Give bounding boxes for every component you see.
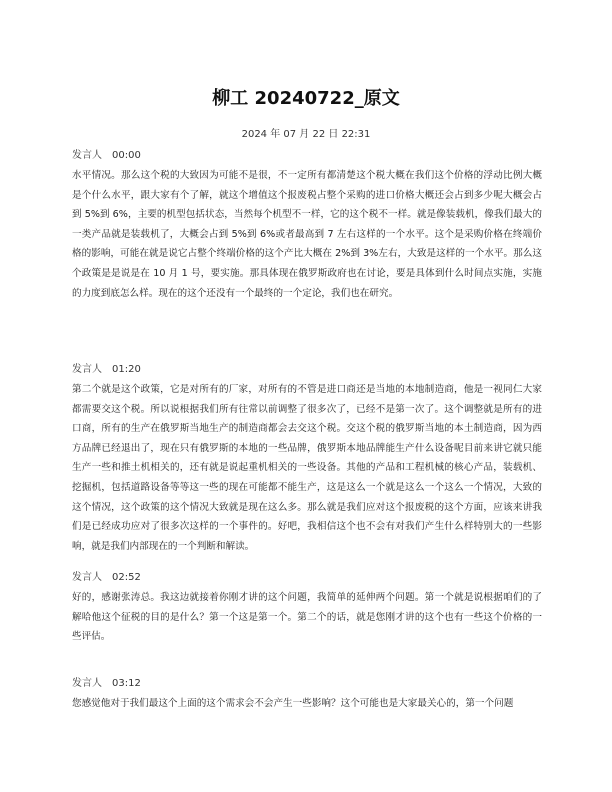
speaker-timestamp: 02:52: [112, 572, 141, 583]
speaker-label: 发言人: [72, 678, 102, 689]
speaker-line: [72, 571, 542, 585]
speaker-label: 发言人: [72, 364, 102, 375]
transcript-section: [72, 363, 542, 556]
speaker-timestamp: 03:12: [112, 678, 141, 689]
speaker-timestamp: 01:20: [112, 364, 141, 375]
speaker-timestamp: 00:00: [112, 150, 141, 161]
transcript-paragraph: 水平情况。那么这个税的大致因为可能不是很，不一定所有都清楚这个税大概在我们这个价格的浮动比例大概是个什么水平，跟大家有个了解，就这个增值这个报废税占整个采购的进口价格大概还会占到多少呢大概会占到 5%到 6%，主要的机型包括状态，当然每个机型不一样，它的这个税不一样。就是像装载机，像我们最大的一类产品就是装载机了，大概会占到 5%到 6%或者最高到 7 左右这样的一个水平。这个是采购价格在终端价格的影响，可能在就是说它占整个终端价格的这个产比大概在 2%到 3%左右，大致是这样的一个水平。那么这个政策是是说是在 10 月 1 号，要实施。那具体现在俄罗斯政府也在讨论，要是具体到什么时间点实施，实施的力度到底怎么样。现在的这个还没有一个最终的一个定论，我们也在研究。: [72, 170, 542, 299]
speaker-line: [72, 149, 542, 163]
document-title: 柳工 20240722_原文: [212, 88, 400, 109]
transcript-section: [72, 149, 542, 303]
speaker-label: 发言人: [72, 150, 102, 161]
document-datetime: 2024 年 07 月 22 日 22:31: [241, 129, 371, 140]
transcript-section: [72, 571, 542, 647]
transcript-paragraph: 您感觉他对于我们最这个上面的这个需求会不会产生一些影响？这个可能也是大家最关心的，第一个问题: [72, 698, 514, 709]
transcript-paragraph: 第二个就是这个政策，它是对所有的厂家，对所有的不管是进口商还是当地的本地制造商，他是一视同仁大家都需要交这个税。所以说根据我们所有往常以前调整了很多次了，已经不是第一次了。这个调整就是所有的进口商，所有的生产在俄罗斯当地生产的制造商都会去交这个税。交这个税的俄罗斯当地的本土制造商，因为西方品牌已经退出了，现在只有俄罗斯的本地的一些品牌，俄罗斯本地品牌能生产什么设备呢目前来讲它就只能生产一些和推土机相关的，还有就是说起重机相关的一些设备。其他的产品和工程机械的核心产品，装载机、挖掘机，包括道路设备等等这一些的现在可能都不能生产，这是这么一个就是这么一个这么一个情况，大致的这个情况，这个政策的这个情况大致就是现在这么多。那么就是我们应对这个报废税的这个方面，应该来讲我们是已经成功应对了很多次这样的一个事件的。好吧，我相信这个也不会有对我们产生什么样特别大的一些影响，就是我们内部现在的一个判断和解读。: [72, 384, 542, 552]
speaker-line: [72, 677, 542, 691]
speaker-line: [72, 363, 542, 377]
speaker-label: 发言人: [72, 572, 102, 583]
transcript-paragraph: 好的，感谢张涛总。我这边就接着你刚才讲的这个问题，我简单的延伸两个问题。第一个就是说根据咱们的了解哈他这个征税的目的是什么？第一个这是第一个。第二个的话，就是您刚才讲的这个也有一些这个价格的一些评估。: [72, 592, 542, 643]
transcript-section: [72, 677, 542, 714]
